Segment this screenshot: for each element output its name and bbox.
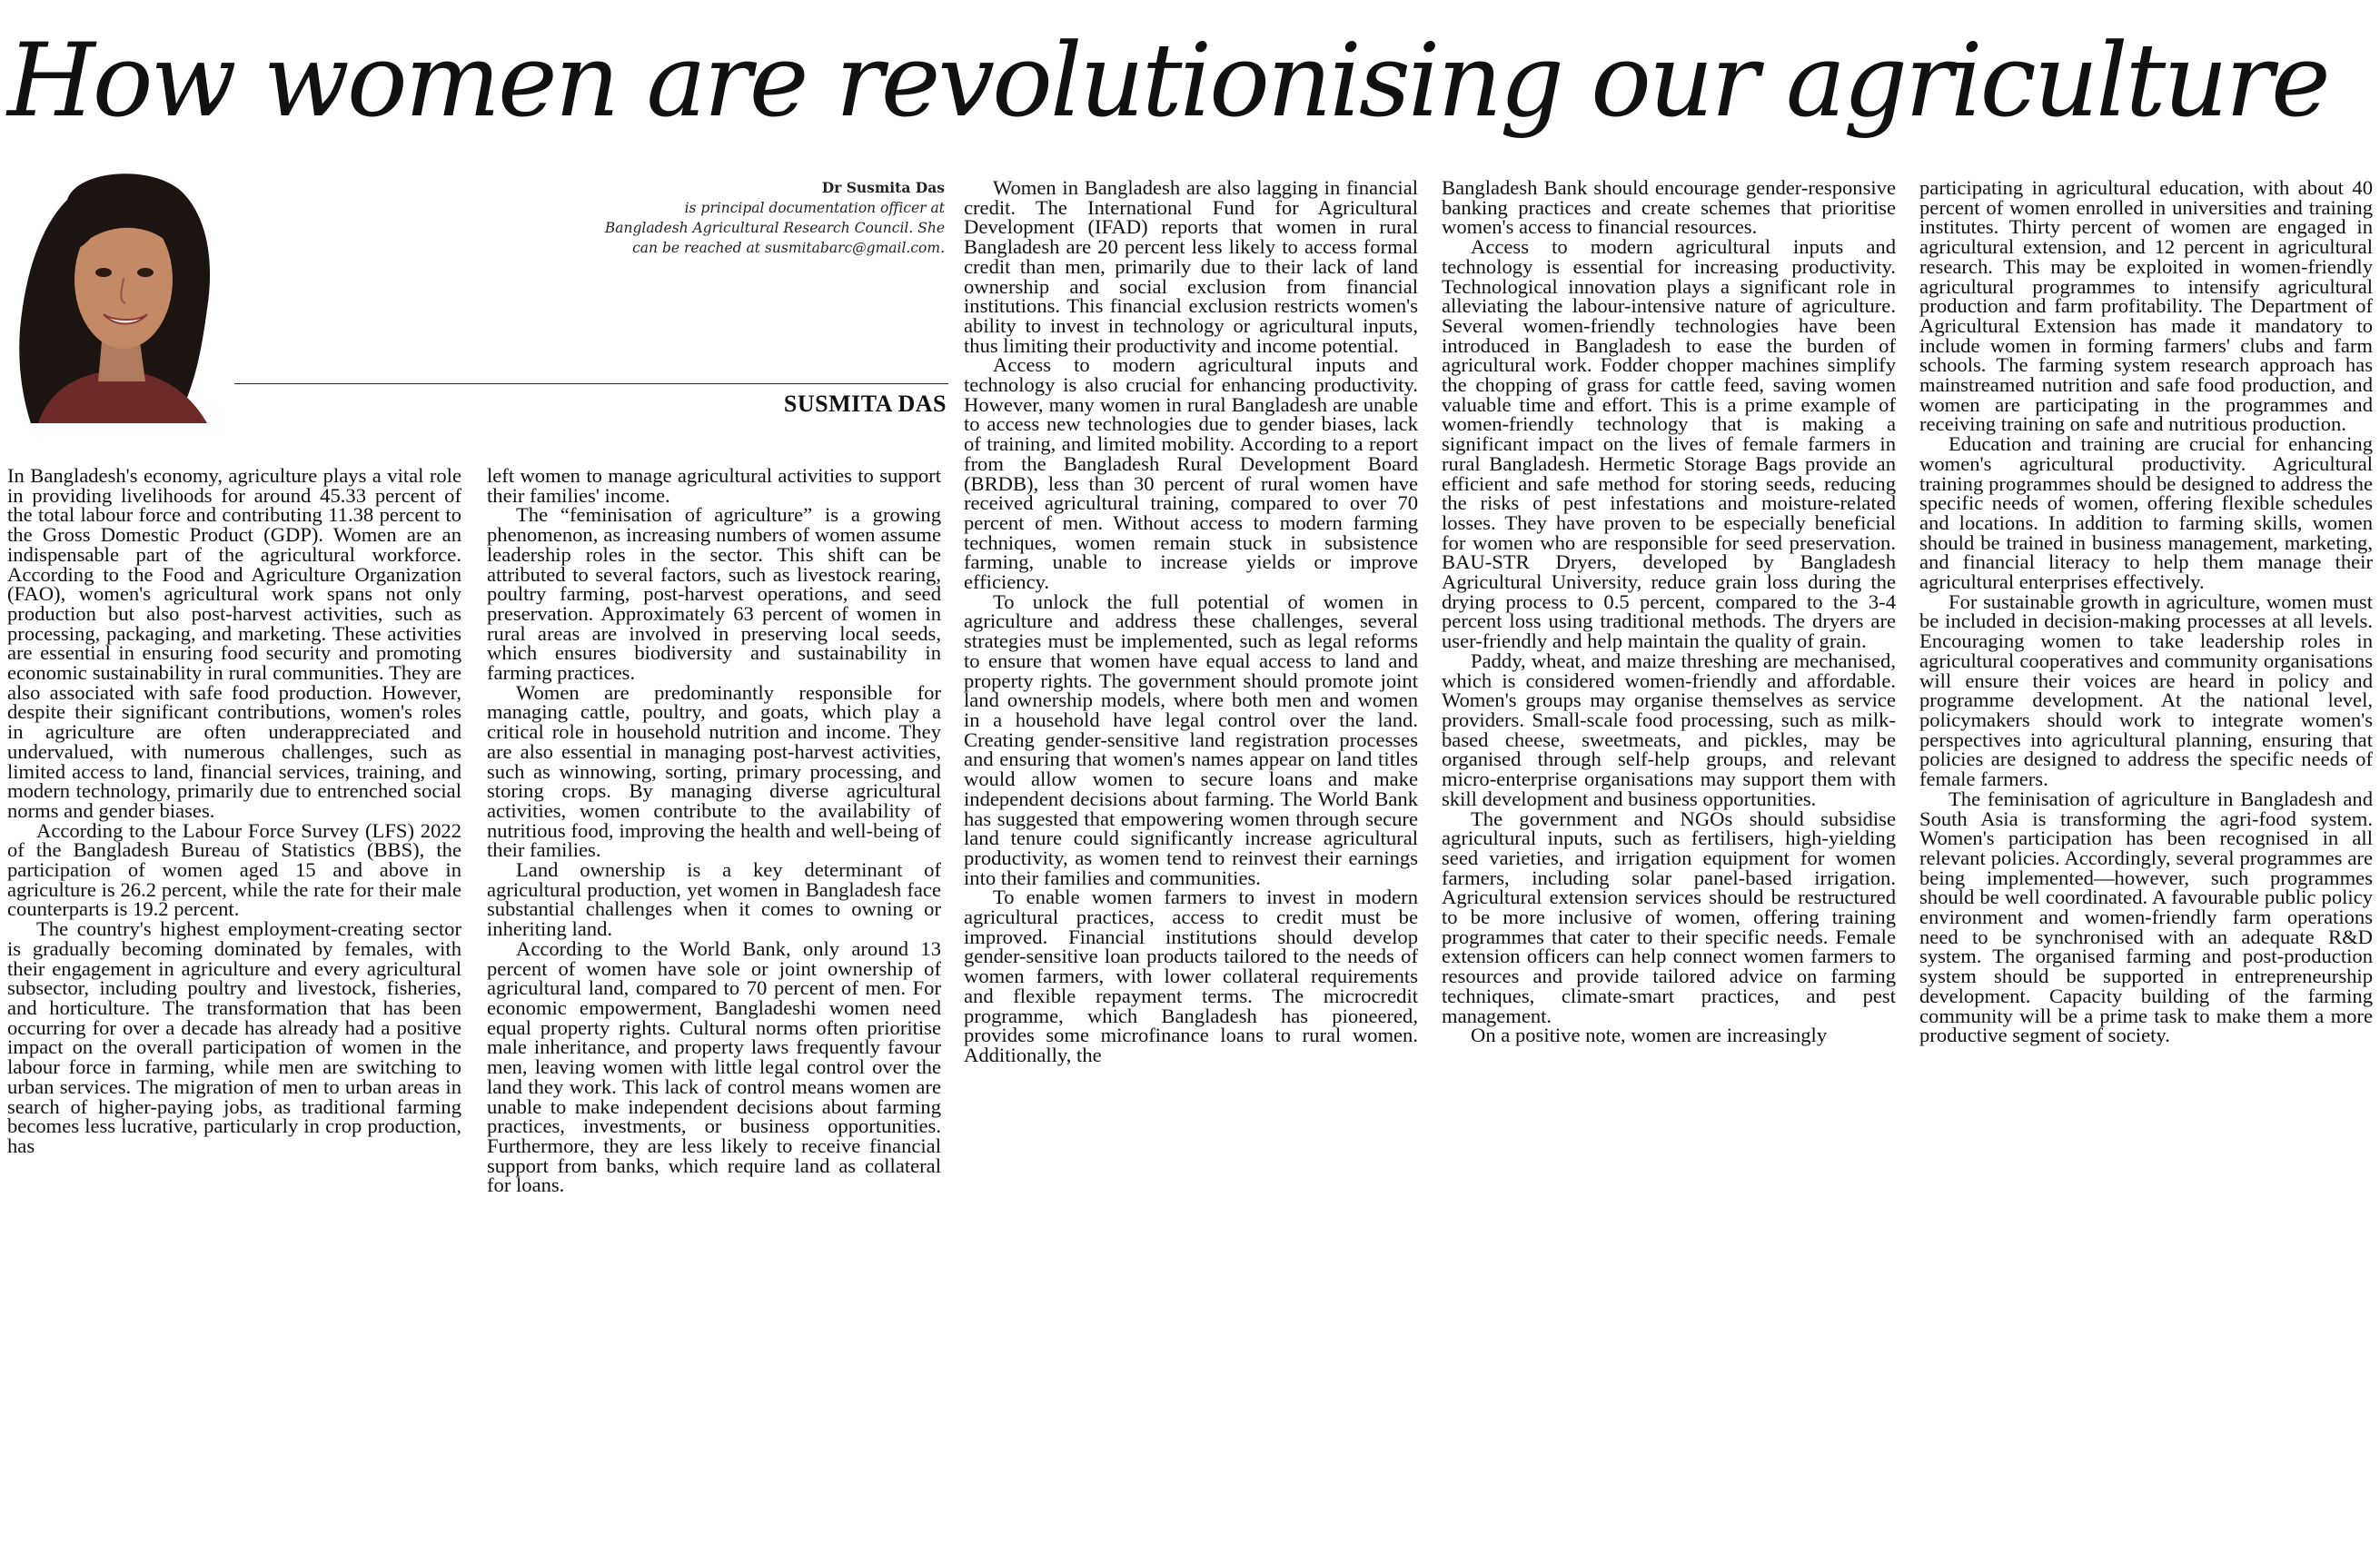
paragraph: According to the Labour Force Survey (LFS) 2022 of the Bangladesh Bureau of Statistics (BBS), the participation of women aged 15 and above in agriculture is 26.2 percent, while the rate for their male counterparts is 19.2 percent.	[7, 818, 461, 921]
article-column-4	[1442, 178, 1896, 1551]
paragraph: To unlock the full potential of women in agriculture and address these challenges, several strategies must be implemented, such as legal reforms to ensure that women have equal access to land and property rights. The government should promote joint land ownership models, where both men and women in a household have legal control over the land. Creating gender-sensitive land registration processes and ensuring that women's names appear on land titles would allow women to secure loans and make independent decisions about farming. The World Bank has suggested that empowering women through secure land tenure could significantly increase agricultural productivity, as women tend to reinvest their earnings into their families and communities.	[964, 589, 1418, 889]
right-eye-shape	[137, 268, 154, 277]
bio-name: Dr Susmita Das	[821, 179, 945, 196]
paragraph: Education and training are crucial for enhancing women's agricultural productivity. Agricultural training programmes should be designed to address the specific needs of women, offering flexible schedules and locations. In addition to farming skills, women should be trained in business management, marketing, and financial literacy to help them manage their agricultural enterprises effectively.	[1919, 432, 2373, 594]
article-column-3	[964, 178, 1418, 1551]
paragraph: In Bangladesh's economy, agriculture plays a vital role in providing livelihoods for around 45.33 percent of the total labour force and contributing 11.38 percent to the Gross Domestic Product (GDP). Women are an indispensable part of the agricultural workforce. According to the Food and Agriculture Organization (FAO), women's agricultural work spans not only production but also post-harvest activities, such as processing, packaging, and marketing. These activities are essential in ensuring food security and promoting economic sustainability in rural communities. They are also associated with safe food production. However, despite their significant contributions, women's roles in agriculture are often underappreciated and undervalued, with numerous challenges, such as limited access to land, financial services, training, and modern technology, primarily due to entrenched social norms and gender biases.	[7, 466, 461, 822]
paragraph: Access to modern agricultural inputs and technology is essential for increasing productivity. Technological innovation plays a significant role in alleviating the labour-intensive nature of agriculture. Several women-friendly technologies have been introduced in Bangladesh to ease the burden of agricultural work. Fodder chopper machines simplify the chopping of grass for cattle feed, saving women valuable time and effort. This is a prime example of women-friendly technology that is making a significant impact on the lives of female farmers in rural Bangladesh. Hermetic Storage Bags provide an efficient and safe method for storing seeds, reducing the risks of pest infestations and moisture-related losses. They have proven to be especially beneficial for women who are responsible for seed preservation. BAU-STR Dryers, developed by Bangladesh Agricultural University, reduce grain loss during the drying process to 0.5 percent, compared to the 3-4 percent loss using traditional methods. The dryers are user-friendly and help maintain the quality of grain.	[1442, 235, 1896, 653]
byline: SUSMITA DAS	[783, 391, 947, 417]
paragraph: Land ownership is a key determinant of agricultural production, yet women in Bangladesh face substantial challenges when it comes to owning or inheriting land.	[487, 858, 941, 941]
article-column-1	[7, 466, 461, 1551]
paragraph: Access to modern agricultural inputs and technology is also crucial for enhancing productivity. However, many women in rural Bangladesh are unable to access new technologies due to gender biases, lack of training, and limited mobility. According to a report from the Bangladesh Rural Development Board (BRDB), less than 30 percent of rural women have received agricultural training, compared to over 70 percent of men. Without access to modern farming techniques, women remain stuck in subsistence farming, unable to increase yields or improve efficiency.	[964, 353, 1418, 594]
bio-line: Bangladesh Agricultural Research Council. She	[604, 220, 945, 236]
paragraph: According to the World Bank, only around 13 percent of women have sole or joint ownership of agricultural land, compared to 70 percent of men. For economic empowerment, Bangladeshi women need equal property rights. Cultural norms often prioritise male inheritance, and property laws frequently favour men, leaving women with little legal control over the land they work. This lack of control means women are unable to make independent decisions about farming practices, investments, or business opportunities. Furthermore, they are less likely to receive financial support from banks, which require land as collateral for loans.	[487, 936, 941, 1197]
paragraph: On a positive note, women are increasingly	[1471, 1024, 1828, 1047]
left-eye-shape	[95, 268, 112, 277]
bio-line: is principal documentation officer at	[684, 200, 945, 216]
headline: How women are revolutionising our agriculture	[7, 23, 2328, 140]
paragraph: To enable women farmers to invest in modern agricultural practices, access to credit must be improved. Financial institutions should develop gender-sensitive loan products tailored to the needs of women farmers, with lower collateral requirements and flexible repayment terms. The microcredit programme, which Bangladesh has pioneered, provides some microfinance loans to rural women. Additionally, the	[964, 886, 1418, 1066]
paragraph: Bangladesh Bank should encourage gender-responsive banking practices and create schemes that prioritise women's access to financial resources.	[1442, 178, 1896, 239]
paragraph: Women in Bangladesh are also lagging in financial credit. The International Fund for Agricultural Development (IFAD) reports that women in rural Bangladesh are 20 percent less likely to access formal credit than men, primarily due to their lack of land ownership and social exclusion from financial institutions. This financial exclusion restricts women's ability to invest in technology or agricultural inputs, thus limiting their productivity and income potential.	[964, 178, 1418, 357]
paragraph: left women to manage agricultural activities to support their families' income.	[487, 466, 941, 507]
bio-line: can be reached at susmitabarc@gmail.com.	[632, 240, 945, 256]
byline-rule	[234, 383, 948, 384]
paragraph: The feminisation of agriculture in Bangladesh and South Asia is transforming the agri-food system. Women's participation has been recognised in all relevant policies. Accordingly, several programmes are being implemented—however, such programmes should be well coordinated. A favourable public policy environment and women-friendly farm operations need to be synchronised with an adequate R&D system. The organised farming and post-production system should be supported in entrepreneurship development. Capacity building of the farming community will be a prime task to make them a more productive segment of society.	[1919, 787, 2373, 1047]
paragraph: For sustainable growth in agriculture, women must be included in decision-making processes at all levels. Encouraging women to take leadership roles in agricultural cooperatives and community organisations will ensure their voices are heard in policy and programme development. At the national level, policymakers should work to integrate women's perspectives into agricultural planning, ensuring that policies are designed to address the specific needs of female farmers.	[1919, 589, 2373, 791]
paragraph: The government and NGOs should subsidise agricultural inputs, such as fertilisers, high-yielding seed varieties, and irrigation equipment for women farmers, including solar panel-based irrigation. Agricultural extension services should be restructured to be more inclusive of women, offering training programmes that cater to their specific needs. Female extension officers can help connect women farmers to resources and provide tailored advice on farming techniques, climate-smart practices, and pest management.	[1442, 807, 1896, 1027]
paragraph: Paddy, wheat, and maize threshing are mechanised, which is considered women-friendly and affordable. Women's groups may organise themselves as service providers. Small-scale food processing, such as milk-based cheese, sweetmeats, and pickles, may be organised through self-help groups, and relevant micro-enterprise organisations may support them with skill development and business opportunities.	[1442, 648, 1896, 810]
article-column-2	[487, 466, 941, 1551]
paragraph: The “feminisation of agriculture” is a growing phenomenon, as increasing numbers of women assume leadership roles in the sector. This shift can be attributed to several factors, such as livestock rearing, poultry farming, post-harvest operations, and seed preservation. Approximately 63 percent of women in rural areas are involved in preserving local seeds, which ensures biodiversity and sustainability in farming practices.	[487, 503, 941, 685]
paragraph: The country's highest employment-creating sector is gradually becoming dominated by females, with their engagement in agriculture and every agricultural subsector, including poultry and livestock, fisheries, and horticulture. The transformation that has been occurring for over a decade has already had a positive impact on the overall participation of women in the labour force in farming, while men are switching to urban services. The migration of men to urban areas in search of higher-paying jobs, as traditional farming becomes less lucrative, particularly in crop production, has	[7, 917, 461, 1157]
paragraph: participating in agricultural education, with about 40 percent of women enrolled in universities and training institutes. Thirty percent of women are engaged in agricultural extension, and 12 percent in agricultural research. This may be exploited in women-friendly agricultural programmes to intensify agricultural production and farm profitability. The Department of Agricultural Extension has made it mandatory to include women in forming farmers' clubs and farm schools. The farming system research approach has mainstreamed nutrition and safe food production, and women are participating in the programmes and receiving training on safe and nutritious production.	[1919, 178, 2373, 436]
author-bio	[491, 178, 945, 258]
paragraph: Women are predominantly responsible for managing cattle, poultry, and goats, which play a critical role in household nutrition and income. They are also essential in managing post-harvest activities, such as winnowing, sorting, primary processing, and storing crops. By managing diverse agricultural activities, women contribute to the availability of nutritious food, improving the health and well-being of their families.	[487, 680, 941, 862]
author-photo	[13, 163, 234, 423]
article-column-5	[1919, 178, 2373, 1551]
